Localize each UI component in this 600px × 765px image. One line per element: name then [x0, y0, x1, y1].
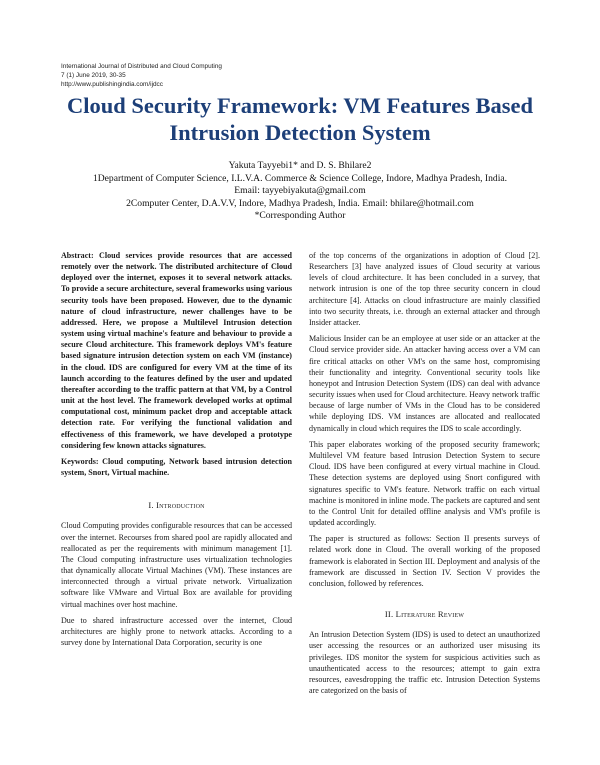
paper-title: [60, 92, 540, 146]
left-column: [61, 250, 292, 654]
section-heading-introduction: I. Introduction: [148, 500, 205, 511]
title-line-2: Intrusion Detection System: [169, 120, 431, 145]
lit-review-paragraph-1: An Intrusion Detection System (IDS) is used to detect an unauthorized user accessing the resources or an authorized user misusing its privileges. IDS monitor the system for suspicious activities such as unauthenticated access to the resources; attempt to gain extra resources, eavesdropping the traffic etc. Intrusion Detection Systems are categorized on the basis of: [309, 630, 540, 696]
author-block: [60, 160, 540, 223]
title-line-1: Cloud Security Framework: VM Features Based: [67, 93, 533, 118]
right-paragraph-3: This paper elaborates working of the proposed security framework; Multilevel VM feature based Intrusion Detection System to secure Cloud. IDS have been configured at every virtual machine in Cloud. These detection systems are deployed using Snort configured with signatures specific to VM's feature. Network traffic on each virtual machine is monitored in inline mode. The packets are captured and sent to the Control Unit for detailed offline analysis and VM's profile is updated accordingly.: [309, 439, 540, 527]
journal-url: http://www.publishingindia.com/ijdcc: [61, 81, 163, 88]
right-paragraph-1: of the top concerns of the organizations in adoption of Cloud [2]. Researchers [3] have analyzed issues of Cloud security at various levels of cloud architecture. It has been concluded in a survey, that network intrusion is one of the top three security concern in cloud architecture [4]. Attacks on cloud infrastructure are mainly classified into two security threats, i.e. through an external attacker and through Insider attacker.: [309, 251, 540, 327]
author-names: Yakuta Tayyebi1* and D. S. Bhilare2: [228, 160, 372, 171]
corresponding-author: *Corresponding Author: [254, 210, 346, 222]
intro-paragraph-1: Cloud Computing provides configurable resources that can be accessed over the internet. Recourses from shared pool are rapidly allocated and reallocated as per the requirements with minimum management [1]. The Cloud computing infrastructure uses virtualization technologies that dynamically allocate Virtual Machines (VM). These instances are interconnected through a virtual private network. Virtualization software like VMware and Virtual Box are available for providing virtual machines over host machine.: [61, 521, 292, 609]
right-column: [309, 250, 540, 701]
keywords: Keywords: Cloud computing, Network based intrusion detection system, Snort, Virtual machine.: [61, 457, 292, 478]
journal-header: [61, 62, 361, 89]
right-paragraph-2: Malicious Insider can be an employee at user side or an attacker at the Cloud service provider side. An attacker having access over a VM can fire critical attacks on other VM's on the same host, compromising their functionality and integrity. Conventional security tools like honeypot and Intrusion Detection System (IDS) can deal with advance security issues when used for Cloud architecture. Heavy network traffic because of large number of VMs in the Cloud has to be considered while deploying IDS. VM instances are allocated and reallocated dynamically in cloud which requires the IDS to scale accordingly.: [309, 334, 540, 433]
intro-paragraph-2: Due to shared infrastructure accessed over the internet, Cloud architectures are highly prone to network attacks. According to a survey done by International Data Corporation, security is one: [61, 615, 292, 648]
section-heading-literature-review: II. Literature Review: [384, 609, 465, 620]
affiliation-2: 2Computer Center, D.A.V.V, Indore, Madhya Pradesh, India. Email: bhilare@hotmail.com: [126, 197, 474, 209]
affiliation-1: 1Department of Computer Science, I.L.V.A. Commerce & Science College, Indore, Madhya Pradesh, India.: [92, 172, 508, 184]
journal-issue: 7 (1) June 2019, 30-35: [61, 72, 126, 79]
abstract: Abstract: Cloud services provide resources that are accessed remotely over the network. The distributed architecture of Cloud deployed over the internet, exposes it to several network attacks. To provide a secure architecture, several frameworks using various security tools have been proposed. However, due to the dynamic nature of cloud infrastructure, newer challenges have to be addressed. Here, we propose a Multilevel Intrusion detection system using virtual machine's feature and behaviour to provide a secure Cloud architecture. This framework deploys VM's feature based signature intrusion detection system on each VM (instance) in the cloud. IDS are configured for every VM at the time of its launch according to the features defined by the user and updated thereafter according to the traffic pattern at that VM, by a Control unit at the host level. The framework developed works at optimal computational cost, minimum packet drop and acceptable attack detection rate. For verifying the functional validation and effectiveness of this framework, we have developed a prototype considering few known attacks signatures.: [61, 251, 292, 450]
journal-name: International Journal of Distributed and Cloud Computing: [61, 63, 222, 70]
right-paragraph-4: The paper is structured as follows: Section II presents surveys of related work done in Cloud. The overall working of the proposed framework is elaborated in Section III. Deployment and analysis of the framework are discussed in Section IV. Section V provides the conclusion, followed by references.: [309, 534, 540, 588]
email-1: Email: tayyebiyakuta@gmail.com: [234, 185, 366, 197]
